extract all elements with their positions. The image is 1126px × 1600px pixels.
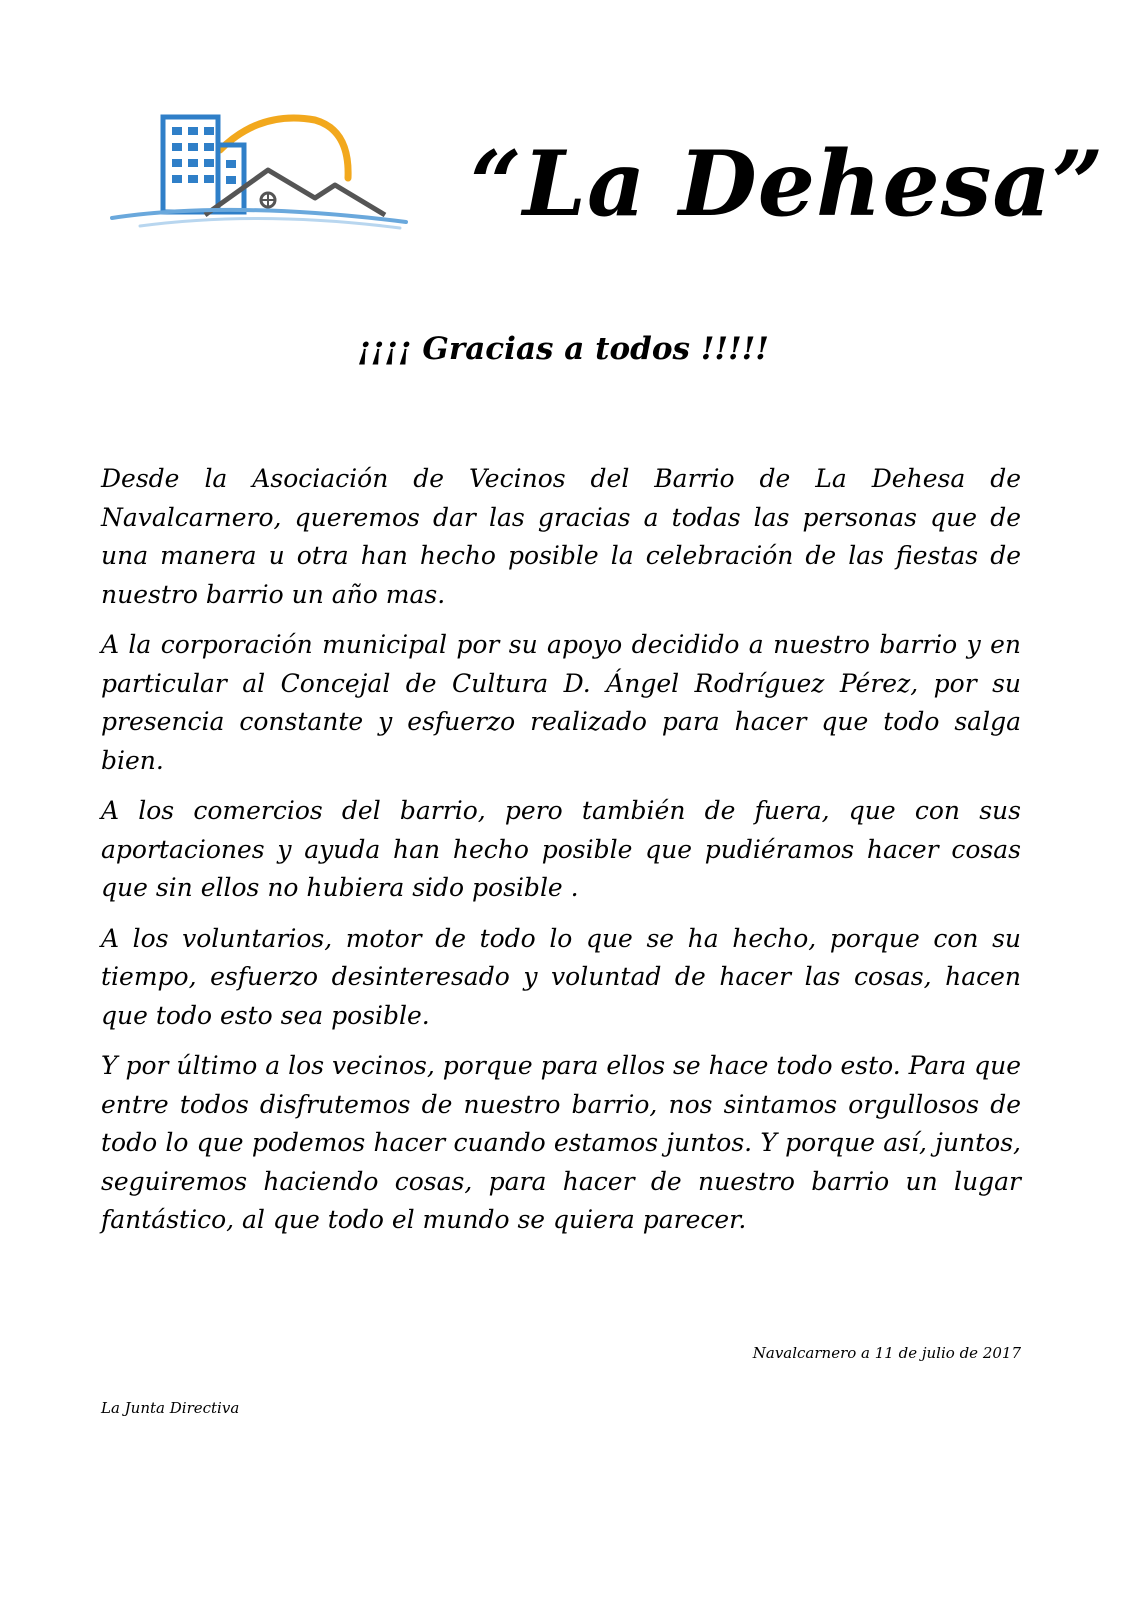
letter-body (101, 460, 1021, 1252)
signature: La Junta Directiva (101, 1399, 240, 1417)
date-line: Navalcarnero a 11 de julio de 2017 (752, 1344, 1021, 1362)
paragraph-intro: Desde la Asociación de Vecinos del Barrio de La Dehesa de Navalcarnero, queremos dar las gracias a todas las personas que de una manera u otra han hecho posible la celebración de las fiestas de nuestro barrio un año mas. (101, 464, 1021, 609)
paragraph-businesses: A los comercios del barrio, pero también de fuera, que con sus aportaciones y ayuda han hecho posible que pudiéramos hacer cosas que sin ellos no hubiera sido posible . (101, 796, 1021, 902)
brand-title: “La Dehesa” (470, 131, 1105, 237)
building-house-sun-logo (110, 110, 410, 240)
paragraph-volunteers: A los voluntarios, motor de todo lo que se ha hecho, porque con su tiempo, esfuerzo desinteresado y voluntad de hacer las cosas, hacen que todo esto sea posible. (101, 923, 1021, 1030)
paragraph-neighbors: Y por último a los vecinos, porque para ellos se hace todo esto. Para que entre todos disfrutemos de nuestro barrio, nos sintamos orgullosos de todo lo que podemos hacer cuando estamos juntos. Y porque así, juntos, seguiremos haciendo cosas, para hacer de nuestro barrio un lugar fantástico, al que todo el mundo se quiera parecer. (101, 1051, 1021, 1234)
page-heading: ¡¡¡¡ Gracias a todos !!!!! (357, 331, 769, 367)
paragraph-corporation: A la corporación municipal por su apoyo decidido a nuestro barrio y en particular al Concejal de Cultura D. Ángel Rodríguez Pérez, por su presencia constante y esfuerzo realizado para hacer que todo salga bien. (101, 630, 1021, 775)
